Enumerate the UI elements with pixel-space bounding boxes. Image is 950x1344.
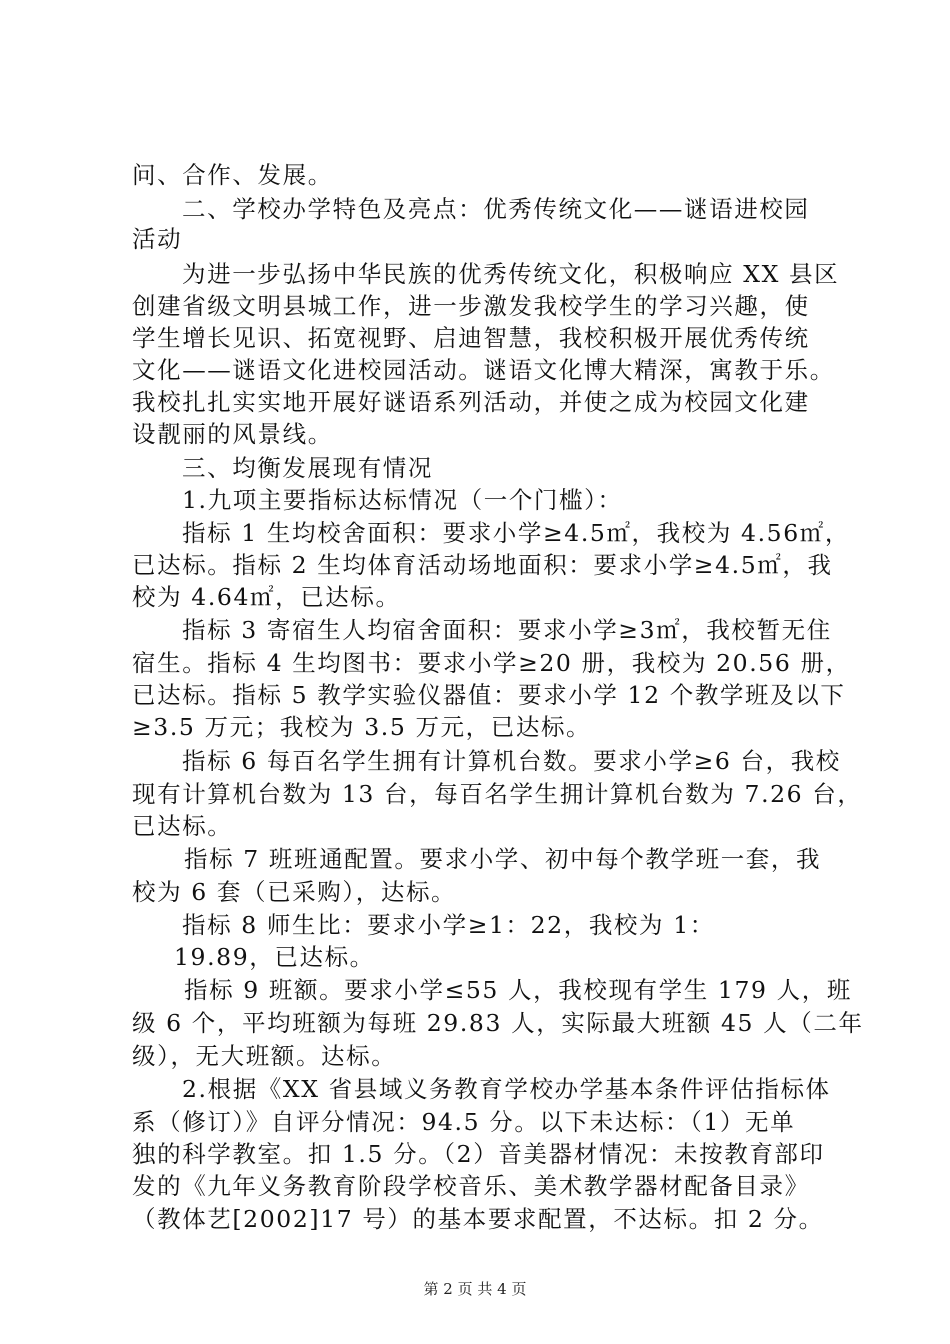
text-line: 已达标。: [132, 812, 233, 840]
text-line: 二、学校办学特色及亮点：优秀传统文化——谜语进校园: [182, 195, 810, 223]
text-line: 指标 3 寄宿生人均宿舍面积：要求小学≥3㎡，我校暂无住: [182, 616, 832, 644]
text-line: 系（修订）》自评分情况：94.5 分。以下未达标：（1）无单: [132, 1108, 796, 1136]
text-line: 已达标。指标 5 教学实验仪器值：要求小学 12 个教学班及以下: [132, 681, 846, 709]
text-line: 设靓丽的风景线。: [132, 420, 333, 448]
text-line: 现有计算机台数为 13 台，每百名学生拥计算机台数为 7.26 台，: [132, 780, 863, 808]
text-line: 活动: [132, 225, 183, 253]
text-line: 19.89，已达标。: [174, 943, 375, 971]
text-line: 1.九项主要指标达标情况（一个门槛）：: [182, 486, 623, 514]
text-line: 创建省级文明县城工作，进一步激发我校学生的学习兴趣，使: [132, 292, 810, 320]
text-line: 三、均衡发展现有情况: [182, 454, 433, 482]
text-line: 指标 6 每百名学生拥有计算机台数。要求小学≥6 台，我校: [182, 747, 841, 775]
text-line: 发的《九年义务教育阶段学校音乐、美术教学器材配备目录》: [132, 1172, 810, 1200]
text-line: 已达标。指标 2 生均体育活动场地面积：要求小学≥4.5㎡，我: [132, 551, 833, 579]
text-line: 指标 7 班班通配置。要求小学、初中每个教学班一套，我: [184, 845, 822, 873]
text-line: 级），无大班额。达标。: [132, 1042, 397, 1070]
text-line: 校为 6 套（已采购），达标。: [132, 878, 457, 906]
text-line: 指标 8 师生比：要求小学≥1：22，我校为 1：: [182, 911, 715, 939]
text-line: 文化——谜语文化进校园活动。谜语文化博大精深，寓教于乐。: [132, 356, 835, 384]
text-line: 宿生。指标 4 生均图书：要求小学≥20 册，我校为 20.56 册，: [132, 649, 851, 677]
text-line: 校为 4.64㎡，已达标。: [132, 583, 401, 611]
text-line: 指标 1 生均校舍面积：要求小学≥4.5㎡，我校为 4.56㎡，: [182, 519, 850, 547]
text-line: 指标 9 班额。要求小学≤55 人，我校现有学生 179 人，班: [184, 976, 852, 1004]
page-footer: 第 2 页 共 4 页: [423, 1280, 527, 1298]
text-line: （教体艺[2002]17 号）的基本要求配置，不达标。扣 2 分。: [132, 1205, 824, 1233]
text-line: 级 6 个，平均班额为每班 29.83 人，实际最大班额 45 人（二年: [132, 1009, 864, 1037]
text-line: 我校扎扎实实地开展好谜语系列活动，并使之成为校园文化建: [132, 388, 810, 416]
text-line: 为进一步弘扬中华民族的优秀传统文化，积极响应 XX 县区: [182, 260, 840, 288]
text-line: 问、合作、发展。: [132, 161, 333, 189]
text-line: ≥3.5 万元；我校为 3.5 万元，已达标。: [132, 713, 592, 741]
text-line: 独的科学教室。扣 1.5 分。（2）音美器材情况：未按教育部印: [132, 1140, 825, 1168]
text-line: 2.根据《XX 省县域义务教育学校办学基本条件评估指标体: [182, 1075, 831, 1103]
text-line: 学生增长见识、拓宽视野、启迪智慧，我校积极开展优秀传统: [132, 324, 810, 352]
